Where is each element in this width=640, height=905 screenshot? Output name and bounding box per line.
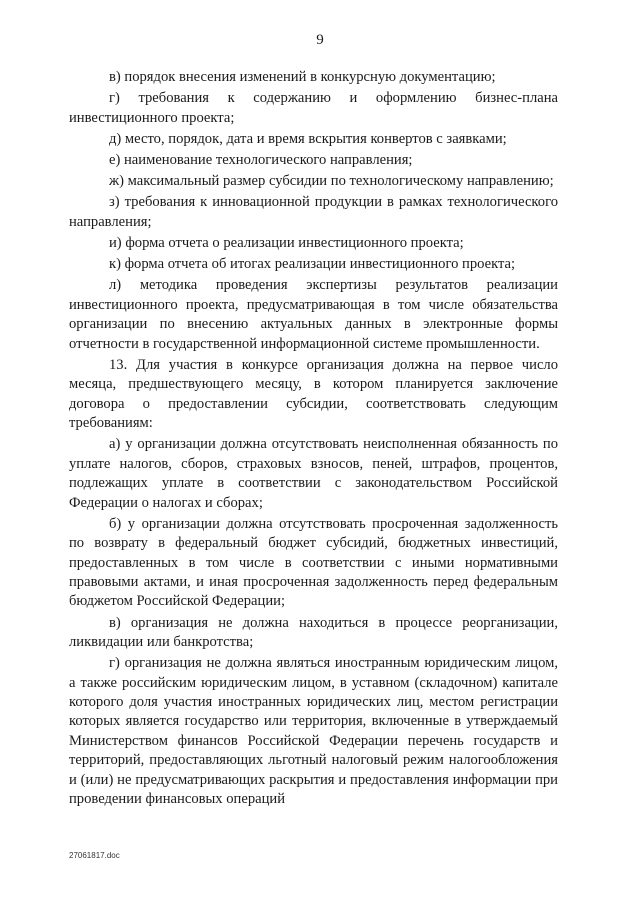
paragraph: 13. Для участия в конкурсе организация должна на первое число месяца, предшествующего месяцу, в котором планируется заключение договора о предоставлении субсидии, соответствовать следующим требованиям: bbox=[69, 356, 558, 432]
document-body bbox=[69, 68, 558, 809]
page-number: 9 bbox=[316, 32, 324, 48]
paragraph: в) порядок внесения изменений в конкурсную документацию; bbox=[109, 69, 496, 85]
paragraph: и) форма отчета о реализации инвестиционного проекта; bbox=[109, 235, 464, 252]
paragraph: к) форма отчета об итогах реализации инвестиционного проекта; bbox=[109, 256, 516, 273]
paragraph: л) методика проведения экспертизы результатов реализации инвестиционного проекта, предусматривающая в том числе обязательства организации по внесению актуальных данных в электронные формы отчетности в государственной информационной системе промышленности. bbox=[69, 277, 558, 352]
file-name-footer: 27061817.doc bbox=[69, 851, 120, 860]
paragraph: б) у организации должна отсутствовать просроченная задолженность по возврату в федеральный бюджет субсидий, бюджетных инвестиций, предоставленных в том числе в соответствии с иными нормативными правовыми актами, и иная просроченная задолженность перед федеральным бюджетом Российской Федерации; bbox=[69, 515, 558, 610]
paragraph: д) место, порядок, дата и время вскрытия конвертов с заявками; bbox=[109, 130, 507, 147]
paragraph: в) организация не должна находиться в процессе реорганизации, ликвидации или банкротства; bbox=[69, 614, 558, 650]
paragraph: з) требования к инновационной продукции в рамках технологического направления; bbox=[69, 194, 558, 230]
paragraph: г) организация не должна являться иностранным юридическим лицом, а также российским юридическим лицом, в уставном (складочном) капитале которого доля участия иностранных юридических лиц, местом регистрации которых является государство или территория, включенные в утверждаемый Министерством финансов Российской Федерации перечень государств и территорий, предоставляющих льготный налоговый режим налогообложения и (или) не предусматривающих раскрытия и предоставления информации при проведении финансовых операций bbox=[69, 655, 558, 807]
paragraph: е) наименование технологического направления; bbox=[109, 152, 413, 169]
paragraph: ж) максимальный размер субсидии по технологическому направлению; bbox=[109, 173, 554, 190]
paragraph: г) требования к содержанию и оформлению бизнес-плана инвестиционного проекта; bbox=[69, 90, 558, 126]
paragraph: а) у организации должна отсутствовать неисполненная обязанность по уплате налогов, сборов, страховых взносов, пеней, штрафов, процентов, подлежащих уплате в соответствии с законодательством Российской Федерации о налогах и сборах; bbox=[69, 436, 558, 511]
